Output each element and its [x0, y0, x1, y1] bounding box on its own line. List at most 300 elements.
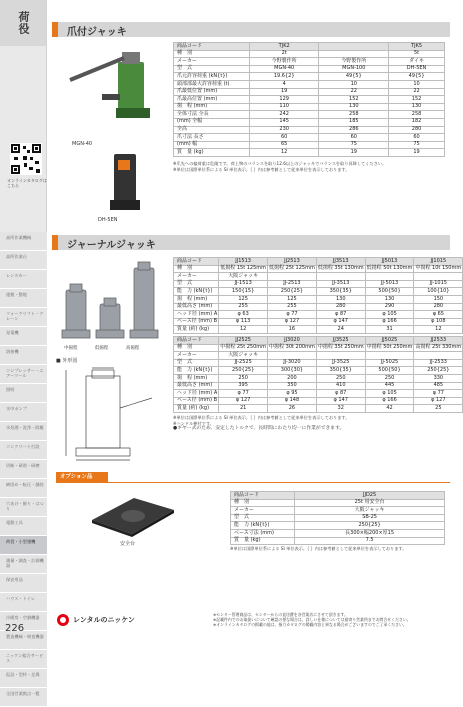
caption-safety: 安全台 [120, 541, 136, 547]
table-row [174, 96, 445, 104]
table-cell: 22 [319, 88, 389, 96]
sec1-notes [173, 161, 445, 172]
table-cell: φ 95 [268, 390, 317, 398]
table-row [174, 50, 445, 58]
table-cell: 350 [268, 382, 317, 390]
table-cell: JJ5013 [365, 258, 414, 266]
table-cell: 410 [316, 382, 365, 390]
table-cell: ベース径 (mm) B [174, 318, 219, 326]
sidebar-item[interactable]: 冷暖房・空調機器 [0, 612, 47, 631]
table-cell: 高揚程 25t 330mm [415, 344, 462, 351]
sidebar-item[interactable]: 運搬・整地 [0, 289, 47, 308]
table-cell: 12 [219, 326, 268, 334]
table-row [174, 80, 445, 88]
table-cell: 種 別 [174, 265, 219, 273]
sidebar-item[interactable]: ニッケン総合サービス [0, 650, 47, 669]
table-cell: 4 [249, 80, 319, 88]
section-header-journal-jack [52, 235, 450, 250]
table-cell: JJ-3020 [268, 359, 317, 367]
option-notes [230, 546, 445, 552]
table-cell: φ 127 [219, 397, 268, 405]
sidebar-item[interactable]: 保安用品 [0, 574, 47, 593]
sec1-note: ※単位は国際単位系による SI 単位表示。｛ ｝内は参考値として従来単位を表示しております。 [173, 166, 350, 172]
option-divider [56, 482, 450, 483]
claw-jack-dh-image [108, 150, 144, 212]
footer-note: ※センター管理商品は、センターからの直送費を各営業店にさせて頂きます。 [213, 612, 348, 617]
table-cell: φ 87 [316, 390, 365, 398]
sidebar-header [0, 0, 46, 46]
table-cell: 大阪ジャッキ [219, 352, 268, 360]
table-cell: 60 [389, 134, 445, 142]
table-row [174, 141, 445, 149]
table-cell: 24 [316, 326, 365, 334]
table-cell: 255 [219, 303, 268, 311]
table-row [174, 303, 463, 311]
table-cell: 200 [268, 374, 317, 382]
table-cell: JJ3020 [268, 337, 317, 345]
table-cell: 中揚程 25t 250mm [220, 344, 267, 351]
table-cell: 大阪ジャッキ [219, 273, 268, 281]
table-cell: JJ2525 [219, 337, 268, 345]
table-cell: TJK2 [249, 43, 319, 51]
table-cell: 185 [319, 118, 389, 126]
table-cell: 全体寸法 全長 [174, 111, 250, 119]
table-cell: 商品コード [174, 43, 250, 51]
table-cell: φ 148 [268, 397, 317, 405]
table-cell: 19 [249, 88, 319, 96]
journal-captions [64, 346, 174, 352]
table-cell: 75 [319, 141, 389, 149]
table-cell [316, 273, 365, 281]
safety-base-image [82, 492, 178, 538]
sidebar-item[interactable]: 溶接機 [0, 346, 47, 365]
table-cell: 5t [389, 50, 445, 58]
table-cell: 25 [414, 405, 463, 413]
table-cell: JJ5025 [365, 337, 414, 345]
table-cell: JJ-2513 [268, 280, 317, 288]
table-cell [414, 273, 463, 281]
table-cell: ベース径 (mm) B [174, 397, 219, 405]
table-cell: MGN-100 [319, 65, 389, 73]
table-row [174, 382, 463, 390]
table-cell: 全高 [174, 126, 250, 134]
table-cell: 中揚程 10t 150mm [415, 265, 462, 272]
sidebar-item[interactable]: 水中ポンプ [0, 403, 47, 422]
table-row [174, 103, 445, 111]
table-row [174, 43, 445, 51]
table-cell: JJ-3525 [316, 359, 365, 367]
footer-note: ※オンラインカタログの掲載の他は、指力カタログの掲載内容と異なる場合がございますのでご了承ください。 [213, 622, 407, 627]
table-cell: 質量 (約) (kg) [174, 405, 219, 413]
qr-caption-line1: オンラインカタログは [7, 178, 47, 183]
table-row [174, 111, 445, 119]
table-cell: JJ-3513 [316, 280, 365, 288]
table-row [174, 58, 445, 66]
table-cell: 31 [365, 326, 414, 334]
table-cell: 2t [249, 50, 319, 58]
table-cell: φ 77 [219, 390, 268, 398]
table-cell: φ 65 [414, 311, 463, 319]
table-cell: 32 [316, 405, 365, 413]
table-cell: JJ-5025 [365, 359, 414, 367]
table-cell: 65 [249, 141, 319, 149]
table-cell: 種 別 [174, 50, 250, 58]
table-cell: 280 [316, 303, 365, 311]
table-cell: ダイキ [389, 58, 445, 66]
caption-dh: DH-5EN [98, 217, 118, 223]
table-cell: 19 [389, 149, 445, 157]
sidebar-item[interactable]: 締固め・転圧・舗装 [0, 479, 47, 498]
table-cell: 250{25} [414, 367, 463, 375]
table-cell: φ 105 [365, 390, 414, 398]
nikken-logo-icon [56, 613, 70, 627]
qr-caption [7, 178, 47, 188]
table-cell: (mm) 幅 [174, 141, 250, 149]
table-row [174, 118, 445, 126]
table-row [174, 134, 445, 142]
table-cell: 258 [319, 111, 389, 119]
table-cell: 21 [219, 405, 268, 413]
table-cell [319, 50, 389, 58]
table-row [174, 273, 463, 281]
table-cell: 150 [414, 295, 463, 303]
table-cell: 130 [316, 295, 365, 303]
table-cell: 最低高さ (mm) [174, 382, 219, 390]
table-cell: 19.6{2} [249, 73, 319, 81]
table-cell: 商品コード [174, 337, 219, 345]
table-row [174, 326, 463, 334]
table-row [174, 288, 463, 296]
claw-jack-spec-table [173, 42, 445, 157]
table-cell: JJ-2533 [414, 359, 463, 367]
table-cell: 25t 用安全台 [295, 499, 445, 507]
sec2-note: ※ハンドル棒付です。 [173, 420, 214, 426]
table-cell: 最低高さ (mm) [174, 303, 219, 311]
table-cell: φ 147 [316, 318, 365, 326]
caption-high: 高揚程 [125, 346, 140, 351]
table-cell: 152 [319, 96, 389, 104]
sidebar-item[interactable]: 発電機 [0, 327, 47, 346]
table-cell: 145 [249, 118, 319, 126]
logo-text: レンタルのニッケン [73, 616, 135, 624]
table-row [231, 522, 445, 530]
table-cell: 質 量 (kg) [231, 537, 295, 545]
table-row [174, 318, 463, 326]
table-cell: 低揚程 15t 125mm [220, 265, 267, 272]
sidebar-item[interactable]: 照明 [0, 384, 47, 403]
table-cell: JJ3525 [316, 337, 365, 345]
table-row [174, 88, 445, 96]
table-cell: φ 127 [414, 397, 463, 405]
table-cell: 揚 程 (mm) [174, 103, 250, 111]
table-row [231, 529, 445, 537]
sidebar-item[interactable]: 全国営業拠点一覧 [0, 688, 47, 707]
table-cell: 250{25} [268, 288, 317, 296]
table-cell: 低揚程 35t 130mm [317, 265, 364, 272]
table-cell: JJ-5013 [365, 280, 414, 288]
table-row [174, 126, 445, 134]
table-cell: 250 [316, 374, 365, 382]
table-cell: 揚 程 (mm) [174, 295, 219, 303]
table-cell: 350{35} [316, 367, 365, 375]
table-cell: 低揚程 50t 130mm [366, 265, 413, 272]
qr-code-icon[interactable] [10, 143, 42, 175]
sidebar-item[interactable]: 荷役・小型建機 [0, 536, 47, 555]
table-row [231, 514, 445, 522]
table-cell: TJK5 [389, 43, 445, 51]
table-cell: 今野製作所 [249, 58, 319, 66]
table-cell: 爪寸法 長さ [174, 134, 250, 142]
table-cell: 大阪ジャッキ [295, 507, 445, 515]
table-cell: 能 力 (kN{t}) [231, 522, 295, 530]
category-title: 荷役 [17, 11, 30, 35]
table-cell: 129 [249, 96, 319, 104]
sidebar-item[interactable]: コンプレッサー・エアーツール [0, 365, 47, 384]
table-cell: JJ1513 [219, 258, 268, 266]
sidebar-item[interactable]: レンタカー [0, 270, 47, 289]
table-cell: ヘッド径 (mm) A [174, 390, 219, 398]
table-cell: 26 [268, 405, 317, 413]
table-cell: DH-5EN [389, 65, 445, 73]
outline-label: ■ 外形図 [56, 358, 78, 364]
table-cell: 12 [414, 326, 463, 334]
table-cell: 250{25} [295, 522, 445, 530]
sidebar-item[interactable]: 水処理・洗浄・除塵 [0, 422, 47, 441]
table-cell: 型 式 [174, 359, 219, 367]
table-cell: 商品コード [174, 258, 219, 266]
table-cell: 12 [249, 149, 319, 157]
table-cell: メーカー [174, 273, 219, 281]
footer-note: ※記載件内でのお取扱いについて確認の要な場合は、詳しい仕様については最寄り営業所までお問合せください。 [213, 617, 411, 622]
table-cell: 330 [414, 374, 463, 382]
table-row [174, 258, 463, 266]
sidebar-item[interactable]: コンクリート打設 [0, 441, 47, 460]
table-row [174, 337, 463, 345]
sidebar-item[interactable]: 穴あけ・掘り・はつり [0, 498, 47, 517]
sidebar-item[interactable]: 切断・研削・研磨 [0, 460, 47, 479]
table-cell: φ 113 [219, 318, 268, 326]
table-cell: φ 108 [414, 318, 463, 326]
table-cell: ヘッド径 (mm) A [174, 311, 219, 319]
table-cell: 49{5} [319, 73, 389, 81]
table-cell: 286 [319, 126, 389, 134]
table-cell: 250{25} [219, 367, 268, 375]
table-cell: 445 [365, 382, 414, 390]
table-cell: 395 [219, 382, 268, 390]
table-cell: 低揚程 25t 125mm [269, 265, 315, 272]
table-row [174, 397, 463, 405]
table-cell: 125 [268, 295, 317, 303]
table-row [174, 65, 445, 73]
table-cell: 種 別 [231, 499, 295, 507]
table-cell: 152 [389, 96, 445, 104]
table-cell: 商品コード [231, 492, 295, 500]
table-cell: 60 [249, 134, 319, 142]
table-row [174, 374, 463, 382]
table-row [174, 367, 463, 375]
table-cell: JJ-1513 [219, 280, 268, 288]
table-cell: 爪元許容荷重 (kN{t}) [174, 73, 250, 81]
table-cell: 250 [365, 374, 414, 382]
caption-mgn: MGN-40 [72, 141, 93, 147]
outline-drawing [56, 368, 164, 464]
table-cell: (mm) 全幅 [174, 118, 250, 126]
section-header-claw-jack [52, 22, 450, 37]
table-row [174, 265, 463, 273]
table-cell: 長300×幅200×厚15 [295, 529, 445, 537]
table-cell: ベース寸法 (mm) [231, 529, 295, 537]
table-cell: 125 [219, 295, 268, 303]
table-cell: 質 量 (kg) [174, 149, 250, 157]
table-cell: 爪最高位置 (mm) [174, 96, 250, 104]
table-cell: φ 147 [316, 397, 365, 405]
claw-jack-mgn-image [62, 44, 162, 120]
option-note: ※単位は国際単位系による SI 単位表示。｛ ｝内は参考値として従来単位を表示しております。 [230, 546, 407, 551]
table-cell [268, 273, 317, 281]
sec2-note: ※単位は国際単位系による SI 単位表示。｛ ｝内は参考値として従来単位を表示しております。 [173, 415, 350, 420]
table-cell: 485 [414, 382, 463, 390]
table-cell: 242 [249, 111, 319, 119]
table-cell [414, 352, 463, 360]
table-cell: SB-25 [295, 514, 445, 522]
table-row [231, 537, 445, 545]
table-cell: 130 [389, 103, 445, 111]
section-title: ジャーナルジャッキ [67, 240, 156, 251]
section-title: 爪付ジャッキ [67, 27, 127, 38]
sidebar-item[interactable]: 高所作業台 [0, 251, 47, 270]
table-cell: 75 [389, 141, 445, 149]
option-label: オプション品 [56, 472, 108, 482]
table-cell [365, 352, 414, 360]
table-cell: 500{50} [365, 288, 414, 296]
sidebar [0, 0, 47, 696]
sidebar-item[interactable]: フォークリフト・クレーン [0, 308, 47, 327]
caption-mid: 中揚程 [64, 346, 78, 351]
table-cell: 10 [319, 80, 389, 88]
logo [56, 612, 148, 628]
sidebar-item[interactable]: 電動工具 [0, 517, 47, 536]
table-cell: 中揚程 30t 200mm [269, 344, 315, 351]
table-cell: φ 166 [365, 318, 414, 326]
sidebar-item[interactable]: 仮設・型枠・足場 [0, 669, 47, 688]
table-cell: 49{5} [389, 73, 445, 81]
table-cell: 今野製作所 [319, 58, 389, 66]
sidebar-item[interactable]: 製造機械・検査機器 [0, 631, 47, 650]
table-cell: JJ3513 [316, 258, 365, 266]
table-cell: φ 105 [365, 311, 414, 319]
table-cell: 300{30} [268, 367, 317, 375]
table-cell: 16 [268, 326, 317, 334]
table-cell: 230 [249, 126, 319, 134]
table-cell: 能 力 (kN{t}) [174, 288, 219, 296]
table-cell [316, 352, 365, 360]
table-row [174, 344, 463, 352]
table-cell: 290 [365, 303, 414, 311]
table-cell: 280 [414, 303, 463, 311]
caption-low: 低揚程 [94, 346, 109, 351]
table-cell: 500{50} [365, 367, 414, 375]
sidebar-item[interactable]: ハウス・トイレ [0, 593, 47, 612]
table-row [174, 149, 445, 157]
table-cell: φ 63 [219, 311, 268, 319]
table-cell: φ 127 [268, 318, 317, 326]
table-cell: メーカー [174, 352, 219, 360]
table-cell: 182 [389, 118, 445, 126]
table-cell: 頭部部最大許容荷重 (t) [174, 80, 250, 88]
table-cell: 型 式 [174, 65, 250, 73]
sidebar-item[interactable]: 高所作業機械 [0, 232, 47, 251]
table-cell: JJ2533 [414, 337, 463, 345]
table-cell: 150{15} [219, 288, 268, 296]
table-cell: 10 [389, 80, 445, 88]
table-cell: 7.5 [295, 537, 445, 545]
table-cell: JJ1015 [414, 258, 463, 266]
table-cell: MGN-40 [249, 65, 319, 73]
table-cell: 能 力 (kN{t}) [174, 367, 219, 375]
qr-caption-line2: こちら [7, 183, 19, 188]
table-cell [365, 273, 414, 281]
sec2-note: ●ギヤー式のため、安定したトルクで、長時間にわたり均一に作業ができます。 [173, 426, 345, 432]
table-cell: φ 77 [414, 390, 463, 398]
table-cell: 種 別 [174, 344, 219, 352]
table-cell: JJ2513 [268, 258, 317, 266]
table-cell: 258 [389, 111, 445, 119]
table-row [231, 492, 445, 500]
table-cell: 250 [219, 374, 268, 382]
table-cell [319, 43, 389, 51]
table-cell [268, 352, 317, 360]
option-spec-table [230, 491, 445, 545]
footer-notes [213, 612, 450, 627]
sidebar-item[interactable]: 測量・調査・計測機器 [0, 555, 47, 574]
table-cell: JJ-2525 [219, 359, 268, 367]
table-cell: φ 87 [316, 311, 365, 319]
table-cell: φ 77 [268, 311, 317, 319]
table-cell: 130 [319, 103, 389, 111]
table-cell: 110 [249, 103, 319, 111]
table-row [174, 73, 445, 81]
table-cell: メーカー [174, 58, 250, 66]
table-row [231, 499, 445, 507]
table-cell: 質量 (約) (kg) [174, 326, 219, 334]
table-cell: 130 [365, 295, 414, 303]
sidebar-nav [0, 232, 47, 707]
table-cell: 350{35} [316, 288, 365, 296]
sec2-notes [173, 415, 445, 432]
journal-jack-spec-table-1 [173, 257, 463, 334]
table-cell: 60 [319, 134, 389, 142]
table-cell: 22 [389, 88, 445, 96]
table-cell: 揚 程 (mm) [174, 374, 219, 382]
table-cell: メーカー [231, 507, 295, 515]
table-row [174, 352, 463, 360]
table-cell: JJD25 [295, 492, 445, 500]
table-cell: 型 式 [231, 514, 295, 522]
table-cell: 100{10} [414, 288, 463, 296]
journal-jack-image [56, 260, 166, 342]
table-cell: 型 式 [174, 280, 219, 288]
table-row [174, 295, 463, 303]
table-row [174, 280, 463, 288]
table-cell: 中揚程 35t 250mm [317, 344, 364, 351]
table-cell: 255 [268, 303, 317, 311]
sec1-note: ※爪先への偏荷重は危険です。荷上物のバランスを取り12.6以上のジャッキでバランスを取り昇降してください。 [173, 161, 387, 166]
table-cell: JJ-1015 [414, 280, 463, 288]
table-row [231, 507, 445, 515]
table-cell: 爪最低位置 (mm) [174, 88, 250, 96]
table-cell: 中揚程 50t 250mm [366, 344, 413, 351]
table-cell: 280 [389, 126, 445, 134]
